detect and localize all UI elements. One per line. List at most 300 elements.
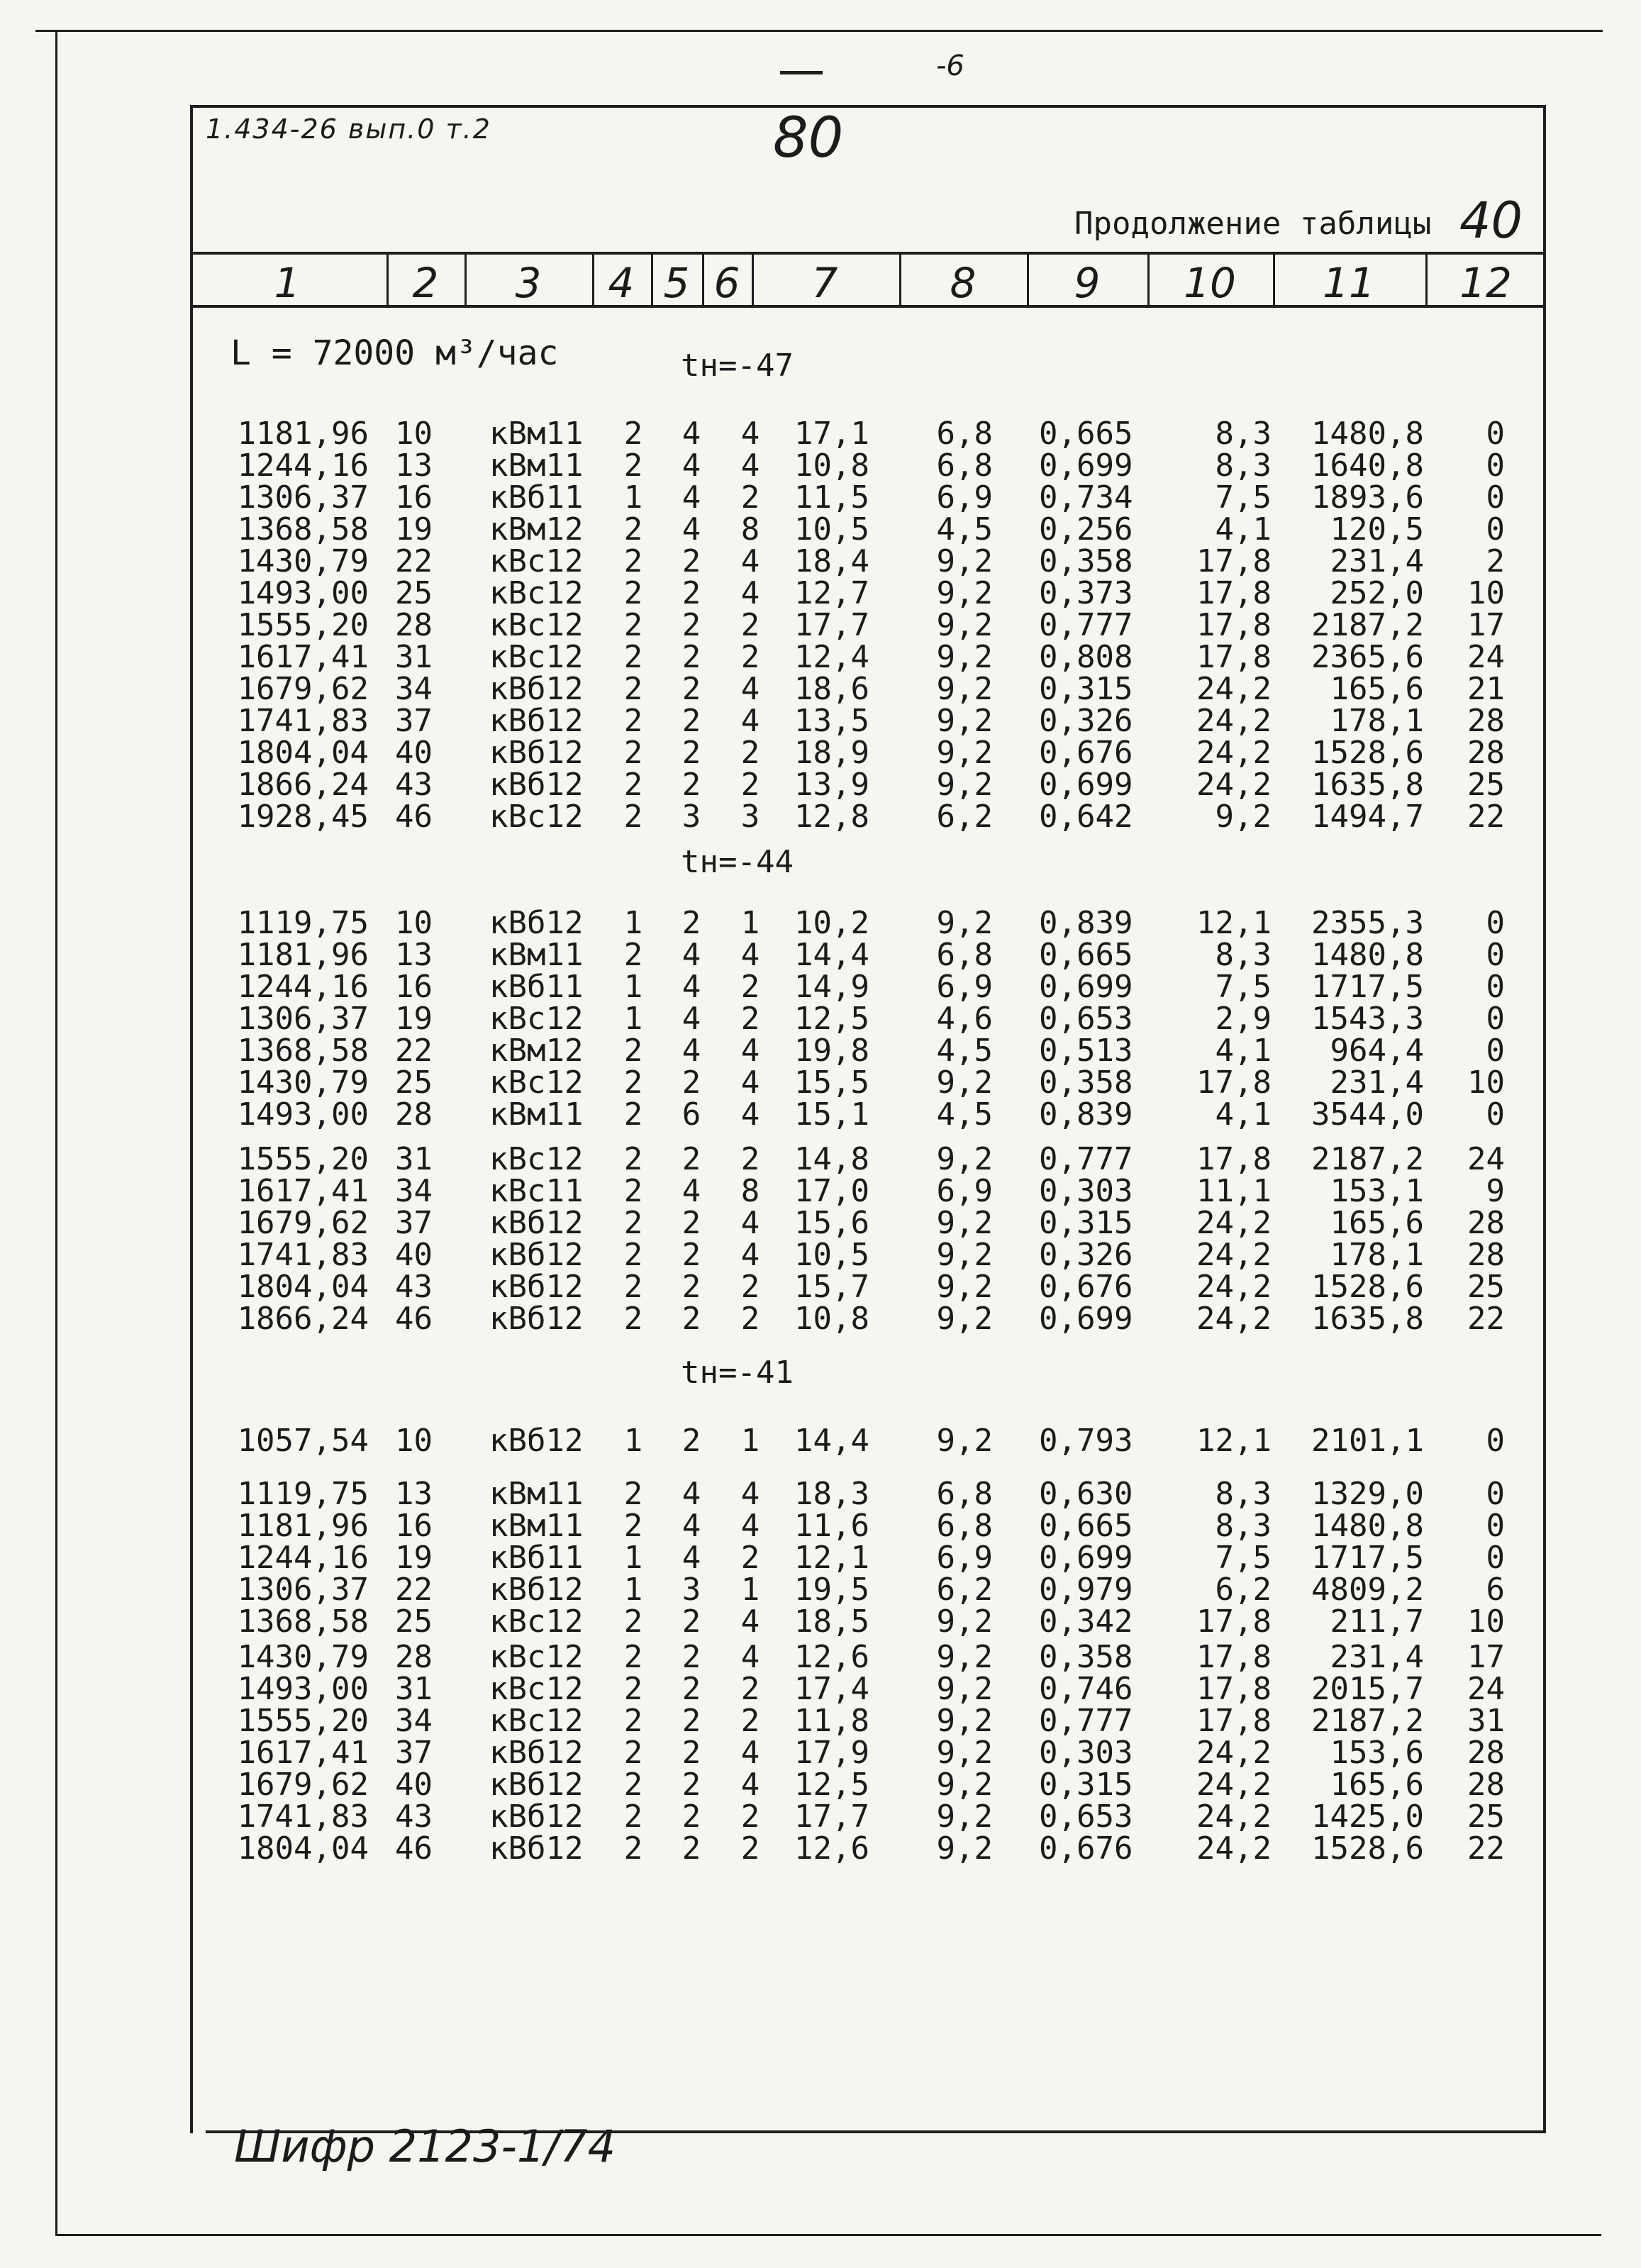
table-cell: 0,777 bbox=[1039, 1703, 1133, 1739]
table-cell: 1 bbox=[740, 905, 760, 941]
table-cell: 1617,41 bbox=[237, 639, 369, 675]
table-cell: 4 bbox=[682, 969, 701, 1005]
table-cell: 17,1 bbox=[794, 416, 869, 452]
table-cell: кВб12 bbox=[489, 703, 584, 739]
table-cell: 34 bbox=[395, 671, 433, 707]
table-cell: кВб12 bbox=[489, 767, 584, 803]
table-cell: 28 bbox=[1467, 1237, 1505, 1273]
table-cell: 9,2 bbox=[936, 735, 993, 771]
table-cell: 12,4 bbox=[794, 639, 869, 675]
table-cell: 4 bbox=[740, 1096, 760, 1133]
table-cell: 1480,8 bbox=[1311, 416, 1424, 452]
table-cell: 2 bbox=[740, 1703, 760, 1739]
table-cell: 4 bbox=[682, 1173, 701, 1209]
table-cell: кВб11 bbox=[489, 479, 584, 516]
table-cell: 24,2 bbox=[1196, 1799, 1272, 1835]
table-cell: 4 bbox=[740, 1205, 760, 1241]
table-cell: 12,1 bbox=[1196, 905, 1272, 941]
column-number: 2 bbox=[412, 259, 439, 307]
table-cell: 2 bbox=[682, 1703, 701, 1739]
table-cell: 0,665 bbox=[1039, 937, 1133, 973]
table-cell: 43 bbox=[395, 1799, 433, 1835]
table-cell: кВм11 bbox=[489, 1476, 584, 1512]
table-cell: 18,4 bbox=[794, 543, 869, 579]
table-cell: 2 bbox=[623, 1269, 643, 1305]
top-page-mark: -6 bbox=[936, 50, 964, 82]
table-cell: 1368,58 bbox=[237, 1603, 369, 1640]
table-cell: 2 bbox=[623, 1476, 643, 1512]
table-cell: 2 bbox=[740, 1001, 760, 1037]
table-cell: 12,5 bbox=[794, 1001, 869, 1037]
table-cell: кВс12 bbox=[489, 607, 584, 643]
table-cell: 40 bbox=[395, 1237, 433, 1273]
table-cell: 0,699 bbox=[1039, 448, 1133, 484]
table-cell: 6,8 bbox=[936, 1508, 993, 1544]
table-cell: 24,2 bbox=[1196, 1830, 1272, 1867]
table-cell: 24,2 bbox=[1196, 1735, 1272, 1771]
table-cell: 34 bbox=[395, 1173, 433, 1209]
table-cell: 0,676 bbox=[1039, 1830, 1133, 1867]
column-number: 8 bbox=[950, 259, 977, 307]
table-cell: 10,5 bbox=[794, 1237, 869, 1273]
table-cell: кВб12 bbox=[489, 1237, 584, 1273]
table-cell: 13 bbox=[395, 1476, 433, 1512]
column-number: 9 bbox=[1074, 259, 1101, 307]
table-cell: 2 bbox=[682, 1799, 701, 1835]
table-cell: 4,5 bbox=[936, 511, 993, 547]
column-number: 5 bbox=[663, 259, 690, 307]
table-cell: 1306,37 bbox=[237, 1001, 369, 1037]
temperature-section-label: tн=-47 bbox=[681, 348, 794, 384]
table-cell: кВб12 bbox=[489, 1799, 584, 1835]
table-cell: 16 bbox=[395, 479, 433, 516]
table-cell: 37 bbox=[395, 1735, 433, 1771]
table-cell: 3 bbox=[682, 799, 701, 835]
table-cell: 24 bbox=[1467, 1671, 1505, 1707]
column-divider bbox=[592, 252, 594, 307]
table-cell: 3 bbox=[682, 1572, 701, 1608]
table-cell: 3544,0 bbox=[1311, 1096, 1424, 1133]
table-cell: 2 bbox=[623, 639, 643, 675]
table-cell: 0,358 bbox=[1039, 1639, 1133, 1675]
table-cell: 6,8 bbox=[936, 448, 993, 484]
table-cell: 17,8 bbox=[1196, 575, 1272, 611]
table-cell: 2,9 bbox=[1215, 1001, 1272, 1037]
table-cell: 6,9 bbox=[936, 969, 993, 1005]
frame-right bbox=[1543, 105, 1546, 2133]
table-cell: 43 bbox=[395, 1269, 433, 1305]
table-cell: 40 bbox=[395, 1767, 433, 1803]
table-cell: 0,653 bbox=[1039, 1799, 1133, 1835]
table-cell: кВб12 bbox=[489, 1205, 584, 1241]
table-cell: 31 bbox=[395, 639, 433, 675]
table-cell: 178,1 bbox=[1330, 703, 1424, 739]
table-cell: 211,7 bbox=[1330, 1603, 1424, 1640]
table-cell: 0,665 bbox=[1039, 416, 1133, 452]
column-number: 1 bbox=[274, 259, 301, 307]
table-cell: 2 bbox=[682, 1830, 701, 1867]
table-cell: 1543,3 bbox=[1311, 1001, 1424, 1037]
table-cell: 4,1 bbox=[1215, 1096, 1272, 1133]
table-cell: 0,256 bbox=[1039, 511, 1133, 547]
table-cell: 252,0 bbox=[1330, 575, 1424, 611]
table-cell: 0,326 bbox=[1039, 703, 1133, 739]
table-cell: 178,1 bbox=[1330, 1237, 1424, 1273]
table-cell: 120,5 bbox=[1330, 511, 1424, 547]
table-cell: 1119,75 bbox=[237, 1476, 369, 1512]
table-cell: 18,9 bbox=[794, 735, 869, 771]
table-cell: 2 bbox=[682, 1603, 701, 1640]
table-cell: 0,777 bbox=[1039, 1141, 1133, 1177]
table-cell: 1555,20 bbox=[237, 1703, 369, 1739]
table-cell: 10 bbox=[1467, 1064, 1505, 1101]
table-cell: 1 bbox=[623, 905, 643, 941]
column-divider bbox=[386, 252, 389, 307]
table-cell: 2 bbox=[682, 543, 701, 579]
table-cell: 1928,45 bbox=[237, 799, 369, 835]
table-cell: 1430,79 bbox=[237, 543, 369, 579]
table-cell: 28 bbox=[395, 1096, 433, 1133]
table-cell: 2 bbox=[623, 671, 643, 707]
table-cell: 4 bbox=[740, 703, 760, 739]
table-cell: 165,6 bbox=[1330, 1205, 1424, 1241]
table-cell: 4 bbox=[740, 416, 760, 452]
table-cell: 17,8 bbox=[1196, 1639, 1272, 1675]
table-cell: 2 bbox=[682, 1423, 701, 1459]
table-cell: 2 bbox=[682, 1237, 701, 1273]
table-cell: 25 bbox=[1467, 1269, 1505, 1305]
table-cell: кВм11 bbox=[489, 448, 584, 484]
outer-border-bottom bbox=[55, 2234, 1601, 2236]
table-cell: 2 bbox=[623, 1237, 643, 1273]
table-cell: 2 bbox=[682, 671, 701, 707]
table-cell: 37 bbox=[395, 1205, 433, 1241]
column-divider bbox=[1425, 252, 1428, 307]
table-cell: 2187,2 bbox=[1311, 1141, 1424, 1177]
table-cell: 4 bbox=[740, 448, 760, 484]
table-cell: 2 bbox=[623, 735, 643, 771]
table-cell: 1368,58 bbox=[237, 511, 369, 547]
table-cell: 2 bbox=[623, 1033, 643, 1069]
table-cell: 6,9 bbox=[936, 1173, 993, 1209]
table-cell: 6,9 bbox=[936, 479, 993, 516]
table-cell: 2 bbox=[682, 1269, 701, 1305]
table-cell: 0,303 bbox=[1039, 1735, 1133, 1771]
table-cell: 0,793 bbox=[1039, 1423, 1133, 1459]
table-cell: 6 bbox=[1486, 1572, 1505, 1608]
table-cell: 4 bbox=[740, 937, 760, 973]
table-cell: 2 bbox=[740, 767, 760, 803]
table-cell: 13 bbox=[395, 937, 433, 973]
table-cell: кВб12 bbox=[489, 1301, 584, 1337]
table-cell: 2 bbox=[623, 1767, 643, 1803]
table-cell: 2 bbox=[740, 1799, 760, 1835]
table-cell: 10 bbox=[1467, 575, 1505, 611]
table-cell: 12,1 bbox=[1196, 1423, 1272, 1459]
table-cell: 2 bbox=[740, 1671, 760, 1707]
table-cell: 17 bbox=[1467, 607, 1505, 643]
table-cell: 4 bbox=[740, 1064, 760, 1101]
table-cell: 8,3 bbox=[1215, 448, 1272, 484]
table-cell: 4 bbox=[682, 1001, 701, 1037]
table-cell: 0,342 bbox=[1039, 1603, 1133, 1640]
table-cell: кВс12 bbox=[489, 1064, 584, 1101]
table-cell: 1244,16 bbox=[237, 448, 369, 484]
table-cell: 0,630 bbox=[1039, 1476, 1133, 1512]
table-cell: кВс12 bbox=[489, 1141, 584, 1177]
table-cell: 3 bbox=[740, 799, 760, 835]
table-cell: 2 bbox=[682, 1639, 701, 1675]
table-cell: 0,315 bbox=[1039, 1205, 1133, 1241]
table-cell: 0,358 bbox=[1039, 1064, 1133, 1101]
table-cell: 2 bbox=[682, 905, 701, 941]
table-cell: 28 bbox=[1467, 703, 1505, 739]
table-cell: 4,5 bbox=[936, 1096, 993, 1133]
table-cell: 22 bbox=[1467, 1301, 1505, 1337]
table-cell: 46 bbox=[395, 799, 433, 835]
frame-top bbox=[191, 105, 1546, 108]
table-cell: 17,8 bbox=[1196, 543, 1272, 579]
table-cell: 1425,0 bbox=[1311, 1799, 1424, 1835]
table-cell: 10 bbox=[395, 1423, 433, 1459]
table-cell: 0,699 bbox=[1039, 767, 1133, 803]
table-cell: 153,6 bbox=[1330, 1735, 1424, 1771]
column-number: 11 bbox=[1323, 259, 1375, 307]
table-cell: 165,6 bbox=[1330, 1767, 1424, 1803]
table-cell: 1181,96 bbox=[237, 416, 369, 452]
table-cell: 1430,79 bbox=[237, 1064, 369, 1101]
table-cell: 1679,62 bbox=[237, 671, 369, 707]
table-cell: 1528,6 bbox=[1311, 1269, 1424, 1305]
table-cell: 28 bbox=[1467, 1767, 1505, 1803]
table-cell: 2 bbox=[682, 1064, 701, 1101]
table-cell: 2 bbox=[623, 703, 643, 739]
table-cell: 18,3 bbox=[794, 1476, 869, 1512]
table-cell: 15,6 bbox=[794, 1205, 869, 1241]
table-cell: 14,4 bbox=[794, 1423, 869, 1459]
table-cell: кВс12 bbox=[489, 639, 584, 675]
table-cell: 1640,8 bbox=[1311, 448, 1424, 484]
table-cell: 19,8 bbox=[794, 1033, 869, 1069]
table-cell: 34 bbox=[395, 1703, 433, 1739]
table-cell: кВс11 bbox=[489, 1173, 584, 1209]
table-cell: 14,4 bbox=[794, 937, 869, 973]
table-cell: 9,2 bbox=[936, 1735, 993, 1771]
table-cell: 2 bbox=[682, 767, 701, 803]
table-cell: 17,4 bbox=[794, 1671, 869, 1707]
table-cell: 22 bbox=[395, 543, 433, 579]
table-cell: 13 bbox=[395, 448, 433, 484]
table-cell: 2 bbox=[740, 1269, 760, 1305]
table-cell: 10 bbox=[1467, 1603, 1505, 1640]
table-cell: 6,2 bbox=[936, 799, 993, 835]
table-cell: 1804,04 bbox=[237, 1830, 369, 1867]
table-cell: 18,5 bbox=[794, 1603, 869, 1640]
table-cell: 2 bbox=[623, 799, 643, 835]
table-cell: 2355,3 bbox=[1311, 905, 1424, 941]
table-cell: 28 bbox=[395, 1639, 433, 1675]
table-cell: 0 bbox=[1486, 416, 1505, 452]
table-cell: 2015,7 bbox=[1311, 1671, 1424, 1707]
table-cell: 0 bbox=[1486, 1423, 1505, 1459]
table-cell: 1329,0 bbox=[1311, 1476, 1424, 1512]
table-cell: 2 bbox=[623, 511, 643, 547]
table-cell: кВс12 bbox=[489, 799, 584, 835]
table-cell: 19 bbox=[395, 511, 433, 547]
table-cell: 4 bbox=[740, 1508, 760, 1544]
table-cell: 6,2 bbox=[936, 1572, 993, 1608]
table-cell: 9,2 bbox=[936, 607, 993, 643]
table-cell: 2187,2 bbox=[1311, 607, 1424, 643]
table-cell: кВм11 bbox=[489, 416, 584, 452]
table-cell: 19 bbox=[395, 1001, 433, 1037]
table-cell: 9,2 bbox=[936, 767, 993, 803]
table-cell: 2 bbox=[682, 735, 701, 771]
table-cell: 10 bbox=[395, 905, 433, 941]
table-cell: 37 bbox=[395, 703, 433, 739]
table-cell: 2 bbox=[623, 1508, 643, 1544]
table-cell: 24,2 bbox=[1196, 1205, 1272, 1241]
table-cell: 1181,96 bbox=[237, 937, 369, 973]
table-cell: 0,699 bbox=[1039, 1540, 1133, 1576]
table-cell: кВм12 bbox=[489, 511, 584, 547]
table-cell: 0,315 bbox=[1039, 1767, 1133, 1803]
table-cell: 1368,58 bbox=[237, 1033, 369, 1069]
table-cell: 22 bbox=[395, 1572, 433, 1608]
table-cell: 7,5 bbox=[1215, 969, 1272, 1005]
table-cell: 4,5 bbox=[936, 1033, 993, 1069]
table-cell: 0,839 bbox=[1039, 1096, 1133, 1133]
table-cell: 11,5 bbox=[794, 479, 869, 516]
table-cell: 0,326 bbox=[1039, 1237, 1133, 1273]
table-cell: 25 bbox=[395, 1064, 433, 1101]
table-cell: 4 bbox=[740, 1237, 760, 1273]
table-cell: 4 bbox=[682, 448, 701, 484]
table-cell: кВб11 bbox=[489, 969, 584, 1005]
table-cell: 2 bbox=[682, 639, 701, 675]
table-cell: 21 bbox=[1467, 671, 1505, 707]
table-cell: 4 bbox=[740, 1639, 760, 1675]
table-cell: 4 bbox=[740, 1033, 760, 1069]
table-cell: 964,4 bbox=[1330, 1033, 1424, 1069]
table-cell: 25 bbox=[1467, 767, 1505, 803]
table-cell: 9,2 bbox=[936, 1671, 993, 1707]
table-cell: 22 bbox=[395, 1033, 433, 1069]
table-cell: 9,2 bbox=[936, 639, 993, 675]
table-cell: 43 bbox=[395, 767, 433, 803]
table-cell: 4 bbox=[682, 1033, 701, 1069]
table-cell: 2 bbox=[740, 969, 760, 1005]
table-cell: 9,2 bbox=[936, 905, 993, 941]
table-cell: 2 bbox=[623, 1603, 643, 1640]
table-cell: 2 bbox=[623, 543, 643, 579]
table-cell: 2101,1 bbox=[1311, 1423, 1424, 1459]
table-cell: 28 bbox=[1467, 1735, 1505, 1771]
table-cell: кВб12 bbox=[489, 905, 584, 941]
table-cell: 2 bbox=[682, 703, 701, 739]
table-cell: 24 bbox=[1467, 1141, 1505, 1177]
table-cell: 0 bbox=[1486, 511, 1505, 547]
header-row-top-rule bbox=[191, 252, 1546, 255]
table-cell: 9,2 bbox=[936, 1141, 993, 1177]
column-divider bbox=[752, 252, 754, 307]
table-cell: 0,642 bbox=[1039, 799, 1133, 835]
table-cell: 18,6 bbox=[794, 671, 869, 707]
table-cell: кВс12 bbox=[489, 1603, 584, 1640]
table-cell: 0,808 bbox=[1039, 639, 1133, 675]
table-cell: 9,2 bbox=[936, 703, 993, 739]
table-cell: 9,2 bbox=[936, 1237, 993, 1273]
table-cell: 17,8 bbox=[1196, 1064, 1272, 1101]
table-cell: 10,5 bbox=[794, 511, 869, 547]
table-cell: 1244,16 bbox=[237, 969, 369, 1005]
column-divider bbox=[702, 252, 704, 307]
table-cell: 4,1 bbox=[1215, 511, 1272, 547]
table-cell: 10,8 bbox=[794, 1301, 869, 1337]
table-cell: 2365,6 bbox=[1311, 639, 1424, 675]
table-cell: 17,8 bbox=[1196, 1141, 1272, 1177]
table-cell: 2 bbox=[623, 767, 643, 803]
table-cell: 24,2 bbox=[1196, 1301, 1272, 1337]
table-cell: 0 bbox=[1486, 448, 1505, 484]
table-cell: 9,2 bbox=[936, 1639, 993, 1675]
table-cell: 19 bbox=[395, 1540, 433, 1576]
table-cell: 9,2 bbox=[936, 1603, 993, 1640]
table-cell: 4 bbox=[740, 575, 760, 611]
table-cell: 6 bbox=[682, 1096, 701, 1133]
table-cell: 12,5 bbox=[794, 1767, 869, 1803]
table-cell: 28 bbox=[395, 607, 433, 643]
table-cell: 0,665 bbox=[1039, 1508, 1133, 1544]
table-cell: 17,8 bbox=[1196, 607, 1272, 643]
column-number: 3 bbox=[515, 259, 542, 307]
table-cell: 2 bbox=[682, 575, 701, 611]
table-cell: 24,2 bbox=[1196, 703, 1272, 739]
table-cell: 4 bbox=[740, 1476, 760, 1512]
table-cell: 2 bbox=[740, 1301, 760, 1337]
table-cell: 2 bbox=[623, 1096, 643, 1133]
column-number: 4 bbox=[608, 259, 635, 307]
table-cell: 2 bbox=[623, 607, 643, 643]
table-cell: 1493,00 bbox=[237, 1096, 369, 1133]
table-cell: 11,8 bbox=[794, 1703, 869, 1739]
table-cell: 17,8 bbox=[1196, 1671, 1272, 1707]
table-cell: 8,3 bbox=[1215, 1476, 1272, 1512]
table-cell: 25 bbox=[395, 1603, 433, 1640]
table-cell: 1 bbox=[623, 1423, 643, 1459]
table-cell: 2 bbox=[1486, 543, 1505, 579]
table-cell: 9,2 bbox=[936, 1767, 993, 1803]
table-cell: 1617,41 bbox=[237, 1735, 369, 1771]
table-cell: 13,9 bbox=[794, 767, 869, 803]
table-cell: 19,5 bbox=[794, 1572, 869, 1608]
table-cell: 2 bbox=[623, 1703, 643, 1739]
table-cell: 0,699 bbox=[1039, 1301, 1133, 1337]
table-cell: 2 bbox=[623, 1799, 643, 1835]
table-cell: 4 bbox=[740, 671, 760, 707]
table-cell: 8 bbox=[740, 511, 760, 547]
table-cell: 1181,96 bbox=[237, 1508, 369, 1544]
table-cell: кВс12 bbox=[489, 1639, 584, 1675]
table-cell: 1119,75 bbox=[237, 905, 369, 941]
table-cell: 15,7 bbox=[794, 1269, 869, 1305]
table-cell: 6,9 bbox=[936, 1540, 993, 1576]
table-cell: кВм12 bbox=[489, 1033, 584, 1069]
table-cell: 0,699 bbox=[1039, 969, 1133, 1005]
table-cell: 9,2 bbox=[936, 1301, 993, 1337]
table-cell: 1 bbox=[623, 969, 643, 1005]
table-cell: 4 bbox=[682, 416, 701, 452]
